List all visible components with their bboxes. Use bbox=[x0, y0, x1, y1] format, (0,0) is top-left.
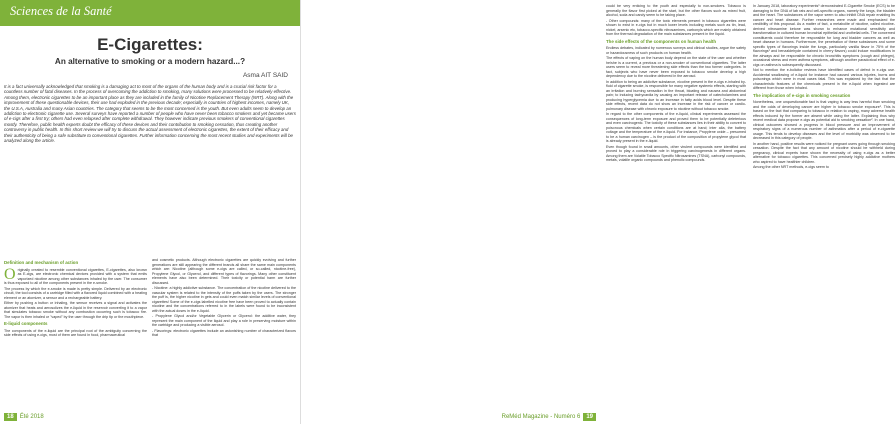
article-subtitle: An alternative to smoking or a modern hazard...? bbox=[54, 57, 246, 66]
paragraph: In another hand, positive results were noticed for pregnant users going through smoking cessation. Despite the fact that any amount of nicotine should be withheld during pregnancy, clinical experts have shown the necessity of using e-cigs as a better alternative for tobacco cigarettes. This concerned precisely highly addictive mothers who aspired to have healthier children. bbox=[753, 141, 895, 164]
page-number: 18 bbox=[4, 413, 17, 421]
paragraph: Originally created to resemble conventional cigarettes, E-cigarettes, also known as E-cigs, are electronic chemical devices provided with a system that emits vaporized nicotine among other substances inhaled by the user. The consumer is thus exposed to all of the components present in the e-smoke. bbox=[4, 265, 147, 285]
paragraph: Endless debates, indicated by numerous surveys and clinical studies, argue the safety or hazardousness of such products on human health. bbox=[606, 46, 746, 55]
paragraph: and cosmetic products. Although electronic cigarettes are quickly evolving and further generations are still appearing the different brands all share the same main components which are: Nicotine (although some e-cigs are called, or so-called, nicotine-free), Propylene Glycol, or Glycerol, and different types of flavorings. Many other constituent elements have also been determined. Their toxicity or potential harm are further discussed. bbox=[152, 258, 296, 285]
article-intro: It is a fact universally acknowledged that smoking is a damaging act to most of the organs of the human body and is a crucial risk factor for a countless number of fatal diseases. In the process of overcoming the addiction to smoking, many solutions were processed to be relatively effective. Among them, electronic cigarettes to be an important place as they are included in the family of Nicotine Replacement Therapy (NRT). Along with the improvement of these questionable devices, their use had exploded in the previous decade; especially in countries of highest incomes, namely UK, the U.S.A, Australia and many Asian countries. The category that seems to be the most concerned is the youth. But even adults seem to develop an addiction to electronic cigarette use. Several surveys have reported a number of people who have never been tobacco smokers and yet became users of e-cigs after a first try; others had even relapsed after complete withdrawal. They however indicate previous smokers of conventional cigarettes mostly. Therefore, public health experts doubt the efficacy of these devices and their contribution to smoking cessation, thus creating another controversy in public health. In this short review we will try to discuss the actual assessment of electronic cigarettes, the extent of their efficacy and their authenticity of being a safe substitute to conventional cigarettes. Further information concerning the most recent studies and experiments will be analyzed along the article. bbox=[4, 84, 296, 144]
paragraph: In addition to being an addictive substance, nicotine present in the e-cigs e-inhaled by-fluid of cigarette smoke, is responsible for many negative systemic effects, starting with an irritation and burning sensation in the throat, bloating and nausea and abdominal pain; to inducing tachycardia by causing an important release of catecholamines and producing hyperglycemia due to an increase in fatty acids blood level. Despite these side effects, recent data do not show an increase in the risk of cancer or cardio-pulmonary disease with chronic exposure to nicotine without tobacco smoke. bbox=[606, 79, 746, 111]
paragraph: The effects of vaping on the human body depend on the state of the user and whether he/she is a current, a previous or a non-smoker of conventional cigarettes. The latter users seem to reveal more threatening side effects than the two former categories. In fact, subjects who have never been exposed to tobacco smoke develop a high dependency due to the nicotine delivered in the aerosol. bbox=[606, 56, 746, 78]
paragraph: Not to mention the e-bolicitor reviews have identified cases of defect in e-cigs use. Accidental swallowing of e-liquid for instance had caused various injuries, burns and poisonings which were in most cases fatal. This was explained by the fact that the characteristic features of the chemicals present in the e-liquid when ingested are different from those when inhaled. bbox=[753, 68, 895, 90]
heading-definition: Definition and mechanism of action bbox=[4, 260, 79, 265]
paragraph: Even though found in small amounts, other virulent compounds were identified and proved to play a considerable role in triggering carcinogenesis in different organs. Among them are Volatile Tobacco Specific Nitrosamines (TSNA), carbonyl compounds, metals, volatile organic compounds and phenolic compounds. bbox=[606, 144, 746, 162]
article-title: E-Cigarettes: bbox=[97, 35, 203, 54]
heading-eliquid: E-liquid components bbox=[4, 321, 48, 326]
paragraph: - Nicotine: a highly addictive substance. The concentration of the nicotine delivered to the vascular system is related to the intensity of the puffs taken by the users. The stronger the puff is, the higher nicotine in gets and could even match similar levels of conventional cigarettes! Some of the e-cigs labelled nicotine free have been proved to actually contain nicotine and the concentrations referred to in the labels were found to be inconsistent with the actual doses in the e-liquid. bbox=[152, 286, 296, 313]
section-header-band bbox=[0, 0, 300, 26]
article-author: Asma AIT SAID bbox=[242, 72, 288, 79]
paragraph: In regard to the other components of the e-liquid, clinical experiments assessed the consequences of long-term exposure and proved them to be potentially deleterious and even carcinogenic. The toxicity of these substances lies in their ability to convert to poisonous chemicals when certain conditions are at hand; inter alia, the battery voltage and the temperature of the e-liquid. For instance, Propylene oxide – presumed to be a human carcinogen – is the product of the composition of propylene glycol that is already present in the e-liquid. bbox=[606, 112, 746, 143]
left-column-2 bbox=[152, 258, 296, 406]
left-column-1 bbox=[4, 258, 147, 406]
paragraph: - Flavorings: electronic cigarettes include an astonishing number of characterized flavors that bbox=[152, 328, 296, 337]
right-footer bbox=[502, 413, 596, 421]
paragraph: Nonetheless, one unquestionable fact is that vaping is way less harmful than smoking and the odds of developing cancer are higher in tobacco smoke exposure¹. This is based on the fact that comparing to tobacco in relation to vaping, many adverse health effects induced by the former are absent while using the latter. Explaining thus why recent medical data propose e-cigs as potential aid to smoking cessation². In one hand, clinical outcomes showed a progress in blood pressure and an improvement of respiratory signs of a numerous number of asthmatics after a period of e-cigarette usage. This tends to develop diseases and the level of morbidity was observed to be decreased in this category of people. bbox=[753, 100, 895, 140]
paragraph: could be very enticing to the youth and especially to non-smokers. Tobacco is generally the flavor first picked at the start, but the other flavors such as mixed fruit, alcohol, soda and candy seem to be taking place. bbox=[606, 4, 746, 17]
paragraph: - Other compounds: many of the toxic elements present in tobacco cigarettes were shown to exist in e-cigs but in much lower levels including metals such as tin, lead, nickel, arsenic etc, tobacco-specific nitrosamines, carbonyls which are mainly obtained from the thermal degradation of the main substances present in the liquid. bbox=[606, 18, 746, 36]
left-footer bbox=[4, 413, 44, 421]
section-title: Sciences de la Santé bbox=[10, 4, 112, 18]
heading-smoking-cessation: The implication of e-cigs in smoking cessation bbox=[753, 92, 851, 98]
right-column-1 bbox=[606, 4, 746, 406]
footer-text: Été 2018 bbox=[19, 414, 44, 420]
page-number: 19 bbox=[583, 413, 596, 421]
heading-side-effects: The side effects of the components on human health bbox=[606, 38, 717, 44]
paragraph: Either by pushing a button or inhaling, the sensor receives a signal and activates the atomizer that heats and aerosolizes the e-liquid in the reservoir converting it to a vapor that simulates tobacco smoke without any combustion occurring such is tobacco fire. The vapor is then inhaled or "vaped" by the user through the drip tip or the mouthpiece. bbox=[4, 301, 147, 319]
right-column-2 bbox=[753, 4, 895, 406]
footer-text: ReMéd Magazine - Numéro 6 bbox=[501, 414, 581, 420]
paragraph: - Propylene Glycol and/or Vegetable Glycerin or Glycerol: the additive water, they represent the main component of the liquid and play a role in preserving moisture within the cartridge and producing a visible aerosol. bbox=[152, 314, 296, 327]
right-page bbox=[300, 0, 895, 424]
paragraph: The process by which the e-smoke is made is pretty simple. Delivered by an electronic circuit, the tool consists of a cartridge filled with a flavored liquid combined with a heating element or an atomizer, a sensor and a rechargeable battery. bbox=[4, 286, 147, 300]
drop-cap: O bbox=[4, 265, 16, 283]
paragraph: The components of the e-liquid are the principal root of the ambiguity concerning the side effects of using e-cigs, most of them are found in food, pharmaceutical bbox=[4, 328, 147, 337]
paragraph: Among the other NRT methods, e-cigs seem to bbox=[753, 165, 829, 169]
left-page bbox=[0, 0, 300, 424]
paragraph: In January 2018, laboratory experiments¹ demonstrated E-Cigarette Smoke (ECS) to be damaging to the DNA of lab rats and cell-specific organs, namely the lungs, the bladder and the heart. The substances of the vapor seem to also inhibit DNA repair enabling its cancer and heart disease. Further researches were made and emphasized the credibility of this proposal. As a matter of fact, a metabolite of nicotine, called nicotine-derived nitrosamine ketone was shown to enhance mutational sensitivity and transformation in cultured human bronchial epithelial and urothelial cells. The concerned constituents could therefore be responsible for lung and bladder cancers as well as heart disease in humans. Furthermore, the penetration of these substances and some specific types of flavorings inside the lungs, particularly vanilla flavor in 75% of the flavorings¹ and benzaldehyde contained in cherry flavors) could induce modifications in the airways and be responsible for chronic bronchitis symptoms (cough and phlegm), occasional stress and even asthma symptoms, although another paradoxical effect of e-cigs on asthma is subsequently discussed. bbox=[753, 4, 895, 67]
